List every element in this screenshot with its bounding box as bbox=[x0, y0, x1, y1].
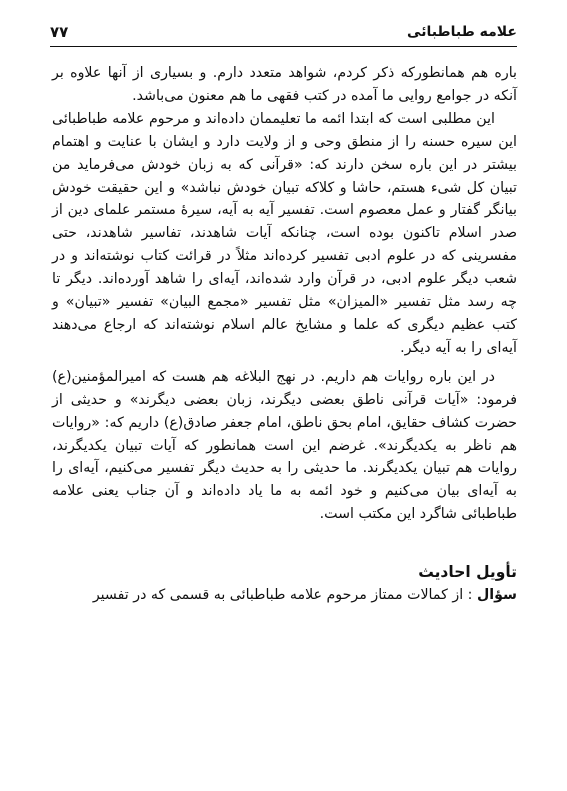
question-paragraph bbox=[52, 584, 517, 607]
paragraph-2: این مطلبی است که ابتدا ائمه ما تعلیممان داده‌اند و مرحوم علامه طباطبائی این سیره حسنه را از منطق وحی و از ولایت دارد و ایشان با عنایت و اهتمام بیشتر در این باره سخن دارند که: «قرآنی که به زبان خودش می‌فرماید من تبیان کل شیء هستم، حاشا و کلاکه تبیان خودش نباشد» و این حقیقت خودش بیانگر گفتار و عمل معصوم است. تفسیر آیه به آیه، سیرهٔ مستمر علمای دین از صدر اسلام تاکنون بوده است، چنانکه آیات شاهدند، تفاسیر شاهدند، حتی مفسرینی که در علوم ادبی تفسیر کرده‌اند مثلاً در قرائت کتاب نوشته‌اند و در شعب دیگر علوم ادبی، در قرآن وارد شده‌اند، آیه‌ای را شاهد آورده‌اند. دیگر تا چه رسد مثل تفسیر «المیزان» مثل تفسیر «مجمع البیان» تفسیر «تبیان» و کتب عظیم دیگری که علما و مشایخ عالم اسلام نوشته‌اند که ارجاع می‌دهند آیه‌ای را به آیه دیگر. bbox=[52, 110, 517, 356]
page-number: ۷۷ bbox=[50, 23, 69, 41]
question-separator: : bbox=[463, 587, 477, 604]
paragraph-1: باره هم همانطورکه ذکر کردم، شواهد متعدد دارم. و بسیاری از آنها علاوه بر آنکه در جوامع روایی ما آمده در کتب فقهی ما هم معنون می‌باشد. bbox=[52, 65, 517, 104]
page-header bbox=[50, 20, 517, 47]
question-label: سؤال bbox=[476, 587, 517, 604]
paragraph-3: در این باره روایات هم داریم. در نهج البلاغه هم هست که امیرالمؤمنین(ع) فرمود: «آیات قرآنی ناطق بعضی دیگرند، زبان بعضی دیگرند» و حدیثی از حضرت کشاف حقایق، امام بحق ناطق، امام جعفر صادق(ع) داریم که: «روایات هم ناظر به یکدیگرند». غرضم این است همانطور که آیات تبیان یکدیگرند، روایات هم تبیان یکدیگرند. ما حدیثی را به حدیث دیگر تفسیر می‌کنیم، آیه‌ای را به آیه‌ای بیان می‌کنیم و خود ائمه به ما یاد داده‌اند و آن جناب یعنی علامه طباطبائی شاگرد این مکتب است. bbox=[52, 368, 517, 523]
running-title: علامه طباطبائی bbox=[407, 24, 517, 40]
page-body bbox=[52, 62, 517, 607]
section-title: تأویل احادیث bbox=[418, 563, 517, 582]
question-text: از کمالات ممتاز مرحوم علامه طباطبائی به قسمی که در تفسیر bbox=[92, 587, 464, 604]
